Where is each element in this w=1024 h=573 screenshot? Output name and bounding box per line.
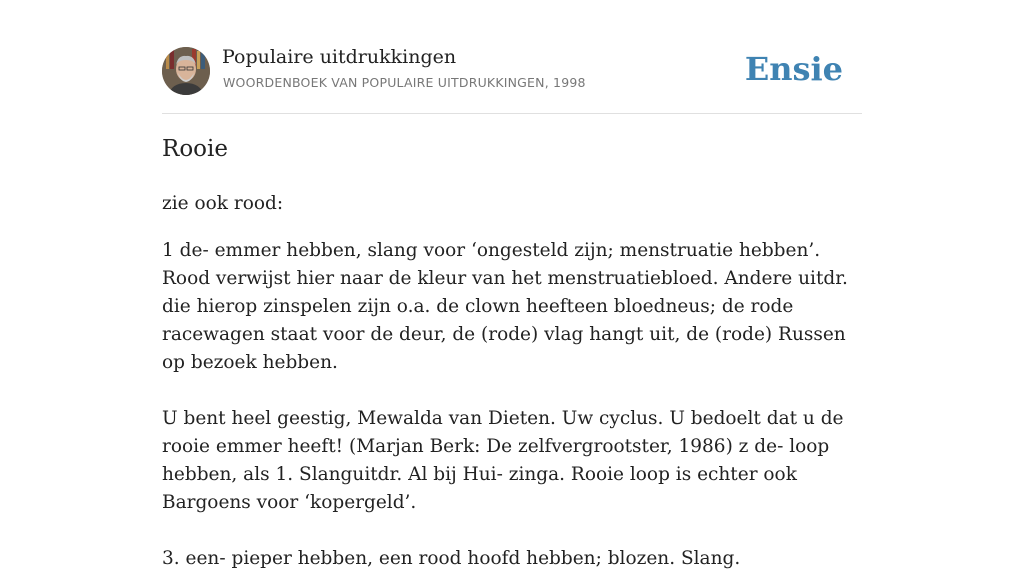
entry-header (162, 0, 862, 114)
entry-paragraph: U bent heel geestig, Mewalda van Dieten. Uw cyclus. U bedoelt dat u de rooie emmer heeft! (Marjan Berk: De zelfvergrootster, 1986) z de- loop hebben, als 1. Slanguitdr. Al bij Hui- zinga. Rooie loop is echter ook Bargoens voor ‘kopergeld’. (162, 408, 844, 513)
source-title[interactable]: Populaire uitdrukkingen (222, 46, 457, 68)
entry-paragraph: zie ook rood: (162, 193, 284, 214)
entry-paragraph: 1 de- emmer hebben, slang voor ‘ongesteld zijn; menstruatie hebben’. Rood verwijst hier naar de kleur van het menstruatiebloed. Andere uitdr. die hierop zinspelen zijn o.a. de clown heefteen bloedneus; de rode racewagen staat voor de deur, de (rode) vlag hangt uit, de (rode) Russen op bezoek hebben. (162, 240, 848, 373)
avatar[interactable] (162, 47, 210, 95)
entry-page (162, 0, 862, 569)
brand-logo[interactable]: Ensie (744, 50, 843, 88)
entry-body (162, 190, 867, 573)
entry-headword: Rooie (162, 136, 228, 162)
source-subtitle: WOORDENBOEK VAN POPULAIRE UITDRUKKINGEN, 1998 (223, 75, 586, 90)
entry-paragraph: 3. een- pieper hebben, een rood hoofd hebben; blozen. Slang. (162, 548, 741, 569)
